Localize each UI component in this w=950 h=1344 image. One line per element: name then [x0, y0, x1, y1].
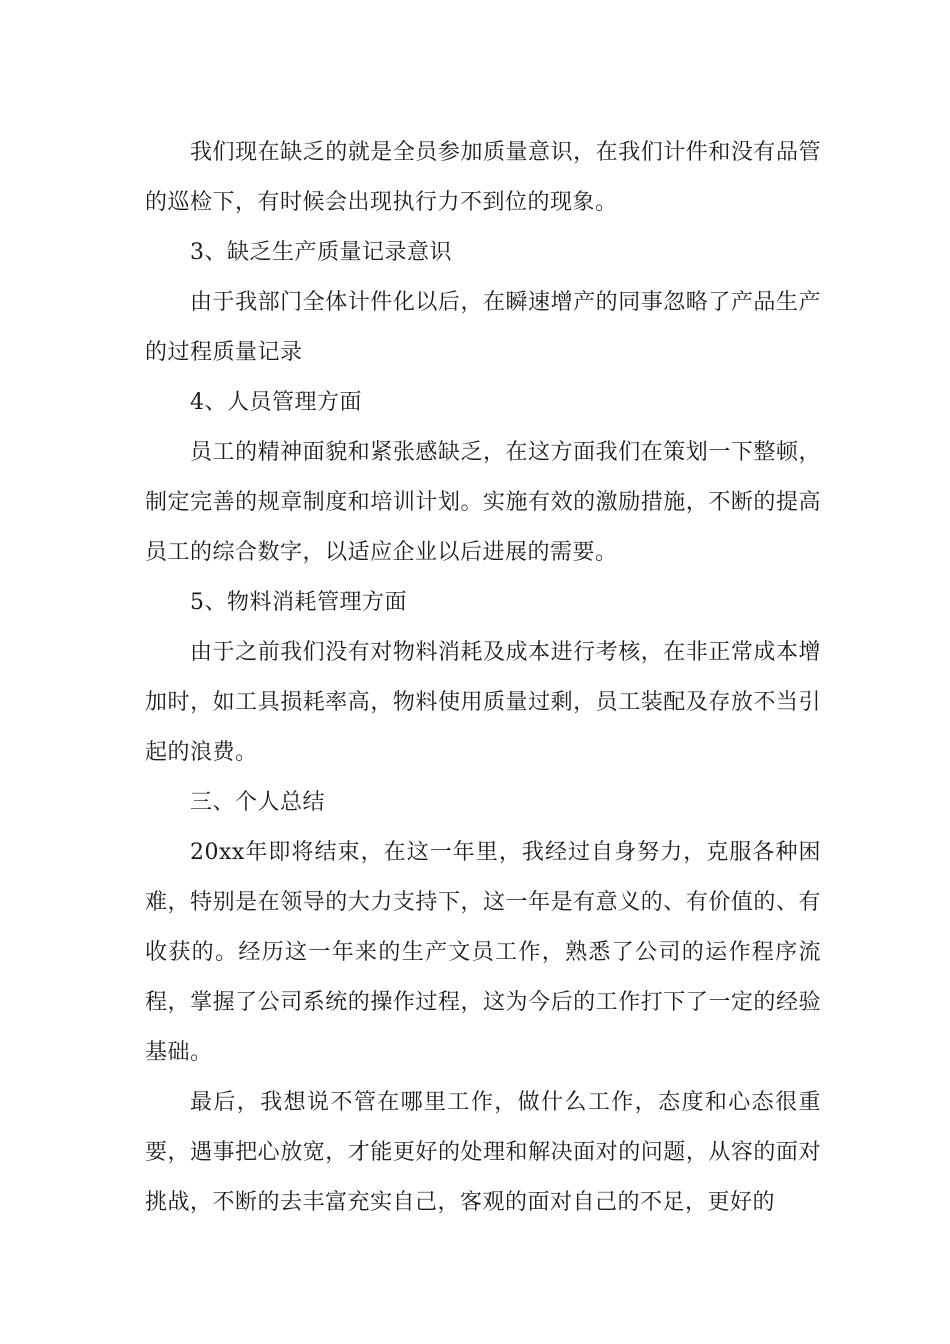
heading-personnel-management: 4、人员管理方面: [190, 390, 362, 415]
paragraph-material-consumption: 由于之前我们没有对物料消耗及成本进行考核，在非正常成本增加时，如工具损耗率高，物料使用质量过剩，员工装配及存放不当引起的浪费。: [145, 640, 821, 765]
heading-quality-records: 3、缺乏生产质量记录意识: [190, 240, 452, 265]
paragraph-personnel-management: 员工的精神面貌和紧张感缺乏，在这方面我们在策划一下整顿，制定完善的规章制度和培训计划。实施有效的激励措施，不断的提高员工的综合数字，以适应企业以后进展的需要。: [145, 440, 821, 565]
paragraph-personal-summary: 20xx年即将结束，在这一年里，我经过自身努力，克服各种困难，特别是在领导的大力支持下，这一年是有意义的、有价值的、有收获的。经历这一年来的生产文员工作，熟悉了公司的运作程序流程，掌握了公司系统的操作过程，这为今后的工作打下了一定的经验基础。: [145, 840, 821, 1065]
paragraph-quality-awareness: 我们现在缺乏的就是全员参加质量意识，在我们计件和没有品管的巡检下，有时候会出现执行力不到位的现象。: [145, 140, 821, 215]
paragraph-quality-records: 由于我部门全体计件化以后，在瞬速增产的同事忽略了产品生产的过程质量记录: [145, 290, 821, 365]
heading-material-consumption: 5、物料消耗管理方面: [190, 590, 407, 615]
paragraph-closing: 最后，我想说不管在哪里工作，做什么工作，态度和心态很重要，遇事把心放宽，才能更好的处理和解决面对的问题，从容的面对挑战，不断的去丰富充实自己，客观的面对自己的不足，更好的: [145, 1090, 821, 1215]
document-body: [145, 128, 821, 1228]
heading-personal-summary: 三、个人总结: [190, 790, 326, 815]
